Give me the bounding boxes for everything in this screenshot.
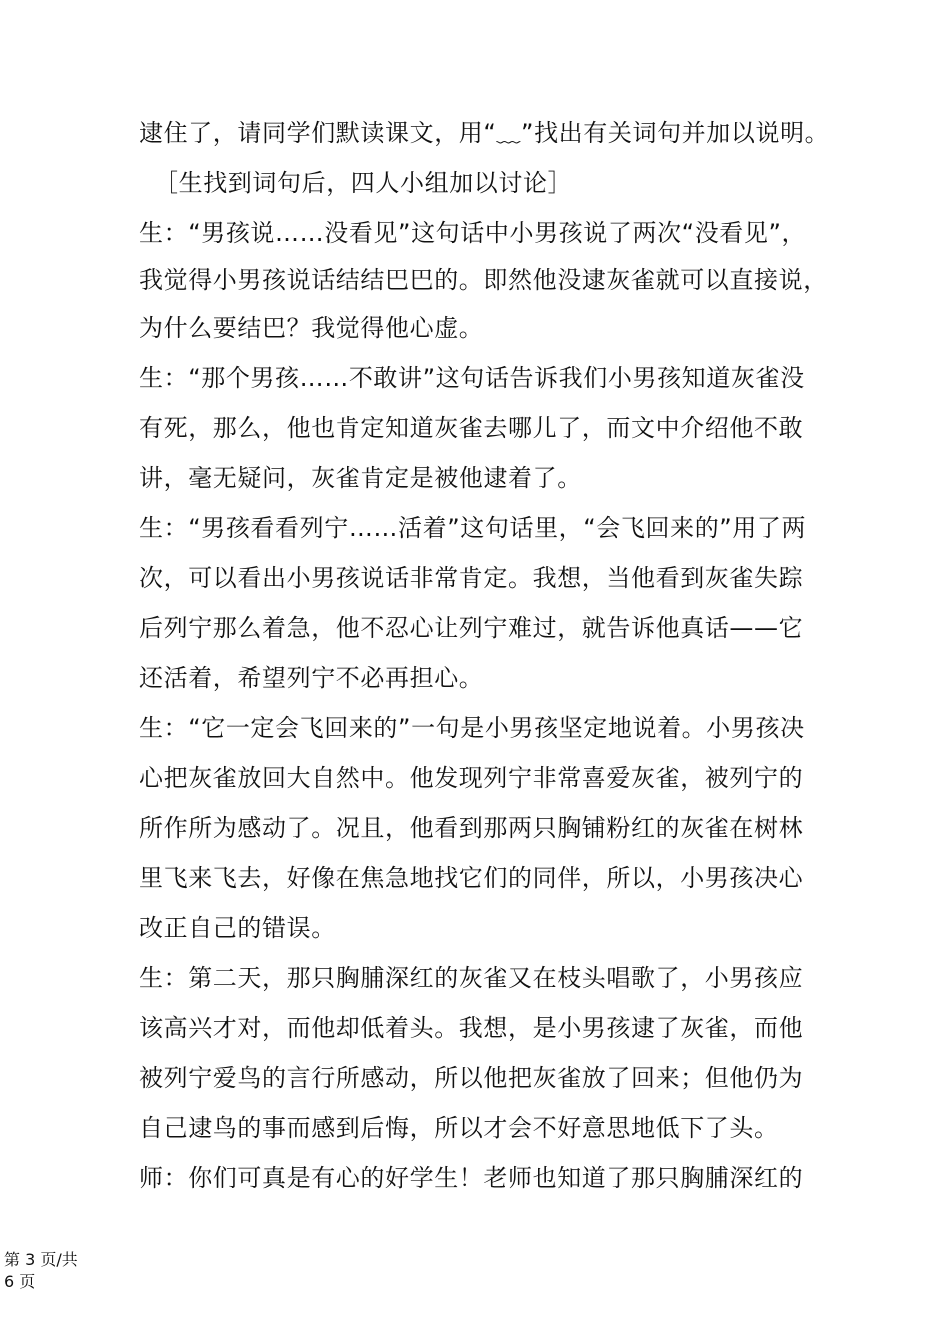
text-line: 该高兴才对，而他却低着头。我想，是小男孩逮了灰雀，而他: [139, 1014, 804, 1042]
text-line: 自己逮鸟的事而感到后悔，所以才会不好意思地低下了头。: [139, 1114, 779, 1142]
text-line: 后列宁那么着急，他不忍心让列宁难过，就告诉他真话——它: [139, 614, 804, 642]
page-number-line-1: 第 3 页/共: [4, 1250, 78, 1269]
text-line: 还活着，希望列宁不必再担心。: [139, 664, 484, 692]
page-number-line-2: 6 页: [4, 1272, 36, 1291]
text-line: 所作所为感动了。况且，他看到那两只胸铺粉红的灰雀在树林: [139, 814, 804, 842]
text-line: 为什么要结巴？我觉得他心虚。: [139, 314, 484, 342]
text-line: 次，可以看出小男孩说话非常肯定。我想，当他看到灰雀失踪: [139, 564, 804, 592]
text-line: 有死，那么，他也肯定知道灰雀去哪儿了，而文中介绍他不敢: [139, 414, 804, 442]
text-line: 师：你们可真是有心的好学生！老师也知道了那只胸脯深红的: [139, 1164, 804, 1192]
text-line: 逮住了，请同学们默读课文，用“﹏”找出有关词句并加以说明。: [139, 119, 830, 147]
text-line: 改正自己的错误。: [139, 914, 336, 942]
text-line: ［生找到词句后，四人小组加以讨论］: [154, 169, 573, 197]
text-line: 被列宁爱鸟的言行所感动，所以他把灰雀放了回来；但他仍为: [139, 1064, 804, 1092]
text-line: 生：“它一定会飞回来的”一句是小男孩坚定地说着。小男孩决: [139, 714, 805, 742]
text-line: 里飞来飞去，好像在焦急地找它们的同伴，所以，小男孩决心: [139, 864, 804, 892]
text-line: 生：“男孩看看列宁……活着”这句话里，“会飞回来的”用了两: [139, 514, 807, 542]
text-line: 生：“男孩说……没看见”这句话中小男孩说了两次“没看见”，: [139, 219, 807, 247]
text-line: 讲，毫无疑问，灰雀肯定是被他逮着了。: [139, 464, 582, 492]
text-line: 我觉得小男孩说话结结巴巴的。即然他没逮灰雀就可以直接说，: [139, 266, 828, 294]
text-line: 心把灰雀放回大自然中。他发现列宁非常喜爱灰雀，被列宁的: [139, 764, 804, 792]
text-line: 生：“那个男孩……不敢讲”这句话告诉我们小男孩知道灰雀没: [139, 364, 805, 392]
text-line: 生：第二天，那只胸脯深红的灰雀又在枝头唱歌了，小男孩应: [139, 964, 804, 992]
